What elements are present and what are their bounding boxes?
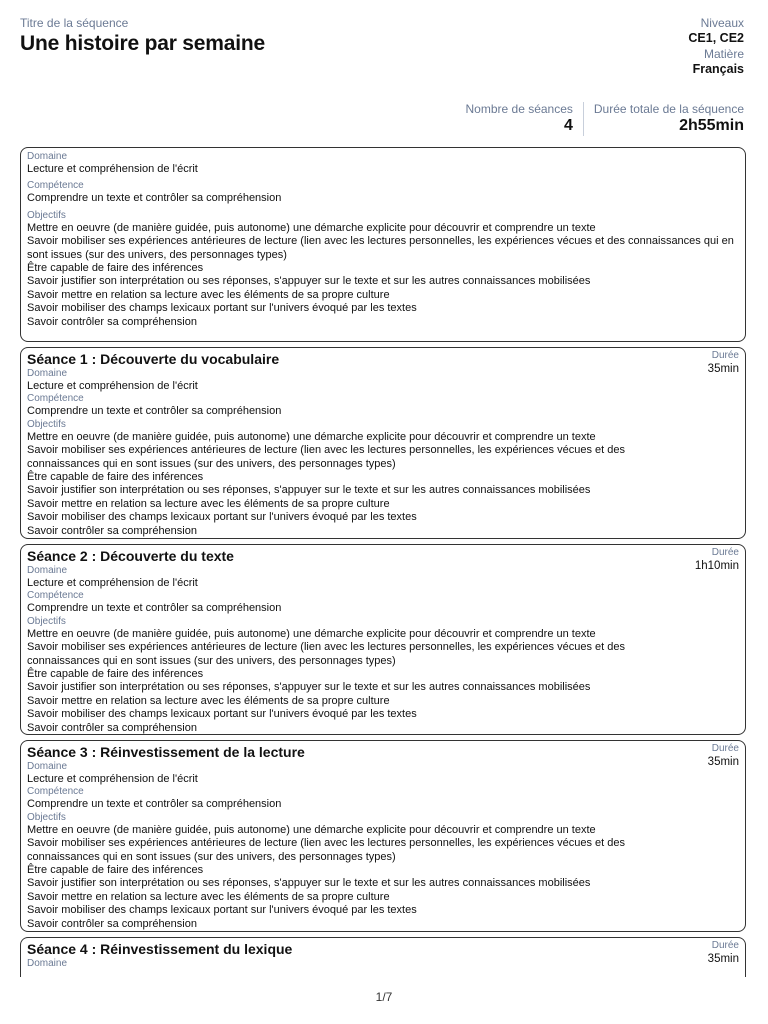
session-card-4 [20, 937, 746, 977]
domain-label: Domaine [27, 151, 68, 162]
duration-value: 1h10min [694, 560, 739, 572]
sessions-value: 4 [563, 117, 573, 134]
objective-item: Savoir contrôler sa compréhension [27, 524, 197, 537]
session-card-2 [20, 544, 746, 735]
domain-label: Domaine [27, 368, 68, 379]
duration-label: Durée [711, 350, 739, 361]
duration-label: Durée [711, 940, 739, 951]
session-title: Séance 3 : Réinvestissement de la lecture [27, 744, 305, 760]
skill-label: Compétence [27, 393, 84, 405]
sessions-count-stat [456, 102, 573, 136]
title-label: Titre de la séquence [20, 16, 129, 30]
skill-label: Compétence [27, 590, 84, 602]
objective-item: Savoir mobiliser des champs lexicaux portant sur l'univers évoqué par les textes [27, 904, 417, 917]
total-duration-stat [583, 102, 744, 136]
page-number: 1/7 [375, 990, 393, 1004]
objective-item: Savoir mettre en relation sa lecture avec les éléments de sa propre culture [27, 694, 390, 707]
session-title: Séance 1 : Découverte du vocabulaire [27, 351, 280, 367]
session-card-1 [20, 347, 746, 539]
duration-label: Durée totale de la séquence [593, 102, 744, 116]
objective-item: Savoir justifier son interprétation ou ses réponses, s'appuyer sur le texte et sur les autres connaissances mobilisées [27, 275, 591, 288]
sequence-stats [456, 102, 745, 136]
duration-value: 35min [707, 953, 739, 965]
objective-item: Être capable de faire des inférences [27, 262, 204, 275]
objective-item: Savoir mobiliser ses expériences antérieures de lecture (lien avec les lectures personnelles, les expériences vécues et des connaissances qui en sont issues (sur des univers, des personnages types) [27, 235, 734, 261]
objectives-list [27, 431, 739, 538]
duration-label: Durée [711, 743, 739, 754]
duration-value: 2h55min [679, 117, 744, 134]
objective-item: Savoir justifier son interprétation ou ses réponses, s'appuyer sur le texte et sur les autres connaissances mobilisées [27, 877, 591, 890]
objective-item: Savoir mobiliser des champs lexicaux portant sur l'univers évoqué par les textes [27, 511, 417, 524]
objective-item: Mettre en oeuvre (de manière guidée, puis autonome) une démarche explicite pour découvrir et comprendre un texte [27, 627, 596, 640]
domain-label: Domaine [27, 565, 68, 576]
session-duration [708, 350, 739, 376]
skill-value: Comprendre un texte et contrôler sa compréhension [27, 192, 282, 205]
sessions-label: Nombre de séances [465, 102, 573, 116]
meta-block [688, 16, 744, 78]
objective-item: Mettre en oeuvre (de manière guidée, puis autonome) une démarche explicite pour découvrir et comprendre un texte [27, 430, 596, 443]
objective-item: Être capable de faire des inférences [27, 668, 204, 681]
objectives-list [27, 824, 739, 931]
skill-label: Compétence [27, 180, 84, 192]
domain-label: Domaine [27, 761, 68, 772]
objectives-label: Objectifs [27, 615, 66, 627]
objective-item: Savoir contrôler sa compréhension [27, 315, 197, 328]
session-duration [708, 743, 739, 769]
sequence-summary-card [20, 147, 746, 342]
levels-value: CE1, CE2 [688, 31, 744, 45]
session-duration [708, 940, 739, 966]
duration-value: 35min [707, 756, 739, 768]
sequence-header [20, 16, 744, 136]
objective-item: Savoir contrôler sa compréhension [27, 721, 197, 734]
objective-item: Savoir mettre en relation sa lecture avec les éléments de sa propre culture [27, 890, 390, 903]
session-title: Séance 2 : Découverte du texte [27, 548, 234, 564]
objective-item: Savoir mobiliser ses expériences antérieures de lecture (lien avec les lectures personnelles, les expériences vécues et des connaissances qui en sont issues (sur des univers, des personnages types) [27, 641, 625, 667]
session-title: Séance 4 : Réinvestissement du lexique [27, 941, 293, 957]
objectives-list [27, 628, 739, 735]
objectives-list [27, 222, 739, 329]
duration-label: Durée [711, 547, 739, 558]
objective-item: Savoir contrôler sa compréhension [27, 917, 197, 930]
levels-label: Niveaux [700, 16, 744, 30]
objectives-label: Objectifs [27, 418, 66, 430]
objectives-label: Objectifs [27, 811, 66, 823]
skill-value: Comprendre un texte et contrôler sa compréhension [27, 602, 282, 615]
objective-item: Être capable de faire des inférences [27, 471, 204, 484]
session-duration [695, 547, 739, 573]
objective-item: Savoir mettre en relation sa lecture avec les éléments de sa propre culture [27, 288, 390, 301]
objectives-label: Objectifs [27, 209, 66, 221]
duration-value: 35min [707, 363, 739, 375]
session-card-3 [20, 740, 746, 932]
domain-value: Lecture et compréhension de l'écrit [27, 773, 198, 785]
objective-item: Mettre en oeuvre (de manière guidée, puis autonome) une démarche explicite pour découvrir et comprendre un texte [27, 221, 596, 234]
domain-label: Domaine [27, 958, 68, 969]
domain-value: Lecture et compréhension de l'écrit [27, 163, 198, 175]
objective-item: Savoir mobiliser ses expériences antérieures de lecture (lien avec les lectures personnelles, les expériences vécues et des connaissances qui en sont issues (sur des univers, des personnages types) [27, 444, 625, 470]
skill-value: Comprendre un texte et contrôler sa compréhension [27, 798, 282, 811]
objective-item: Mettre en oeuvre (de manière guidée, puis autonome) une démarche explicite pour découvrir et comprendre un texte [27, 823, 596, 836]
objective-item: Savoir justifier son interprétation ou ses réponses, s'appuyer sur le texte et sur les autres connaissances mobilisées [27, 484, 591, 497]
objective-item: Savoir mettre en relation sa lecture avec les éléments de sa propre culture [27, 497, 390, 510]
title-block [20, 16, 265, 56]
page-title: Une histoire par semaine [20, 32, 265, 55]
subject-label: Matière [703, 47, 744, 61]
skill-value: Comprendre un texte et contrôler sa compréhension [27, 405, 282, 418]
domain-value: Lecture et compréhension de l'écrit [27, 577, 198, 589]
objective-item: Savoir mobiliser ses expériences antérieures de lecture (lien avec les lectures personnelles, les expériences vécues et des connaissances qui en sont issues (sur des univers, des personnages types) [27, 837, 625, 863]
objective-item: Être capable de faire des inférences [27, 864, 204, 877]
subject-value: Français [692, 62, 744, 76]
objective-item: Savoir mobiliser des champs lexicaux portant sur l'univers évoqué par les textes [27, 708, 417, 721]
objective-item: Savoir justifier son interprétation ou ses réponses, s'appuyer sur le texte et sur les autres connaissances mobilisées [27, 681, 591, 694]
objective-item: Savoir mobiliser des champs lexicaux portant sur l'univers évoqué par les textes [27, 302, 417, 315]
domain-value: Lecture et compréhension de l'écrit [27, 380, 198, 392]
skill-label: Compétence [27, 786, 84, 798]
